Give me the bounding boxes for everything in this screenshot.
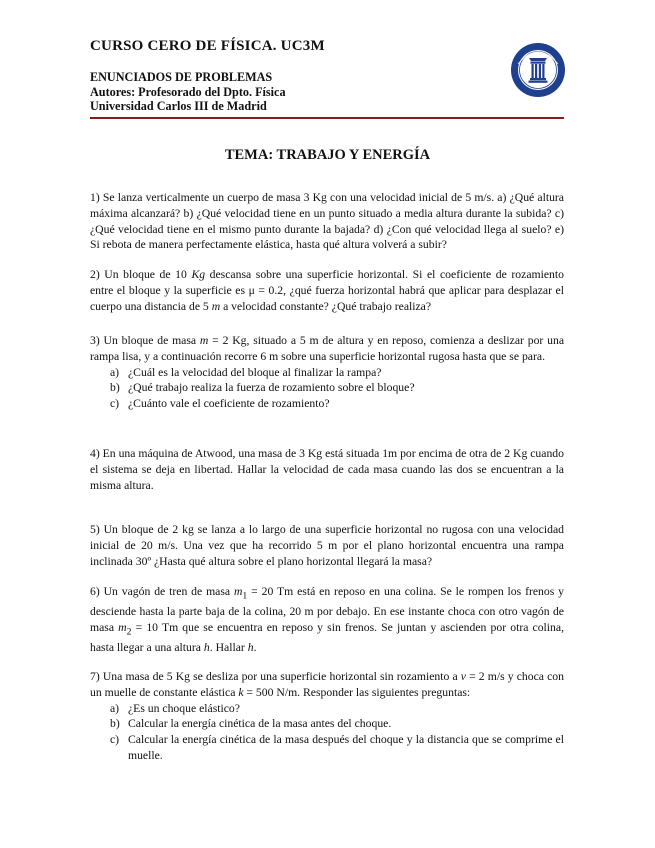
- problem-text: 6) Un vagón de tren de masa $m_1 = 20$ Tm está en reposo en una colina. Se le rompen los frenos y desciende hasta la parte baja de la colina, 20 m por debajo. En ese instante choca con otro vagón de masa $m_2 = 10$ Tm que se encuentra en reposo y sin frenos. Se juntan y ascienden por otra colina, hasta llegar a una altura h. Hallar h.: [90, 585, 565, 655]
- problem-5: [90, 522, 564, 569]
- sub-question: b) ¿Qué trabajo realiza la fuerza de rozamiento sobre el bloque?: [110, 381, 415, 395]
- sub-question: a) ¿Es un choque elástico?: [110, 701, 240, 715]
- university: Universidad Carlos III de Madrid: [90, 99, 267, 114]
- sub-question-list: [90, 365, 564, 412]
- problem-text: 3) Un bloque de masa m = 2 Kg, situado a 5 m de altura y en reposo, comienza a deslizar por una rampa lisa, y a continuación recorre 6 m sobre una superficie horizontal rugosa hasta que se para.: [90, 334, 565, 363]
- problem-4: [90, 446, 564, 493]
- subtitle: ENUNCIADOS DE PROBLEMAS: [90, 70, 273, 84]
- course-title: CURSO CERO DE FÍSICA. UC3M: [90, 38, 325, 54]
- topic-title: TEMA: TRABAJO Y ENERGÍA: [224, 147, 431, 163]
- sub-question: b) Calcular la energía cinética de la masa antes del choque.: [110, 717, 392, 731]
- authors: Autores: Profesorado del Dpto. Física: [90, 84, 286, 99]
- problem-text: 1) Se lanza verticalmente un cuerpo de masa 3 Kg con una velocidad inicial de 5 m/s. a) ¿Qué altura máxima alcanzará? b) ¿Qué velocidad tiene en un punto situado a media altura durante la subida? c) ¿Qué velocidad tiene en el mismo punto durante la bajada? d) ¿Con qué velocidad llega al suelo? e) Si rebota de manera perfectamente elástica, hasta qué altura volverá a subir?: [90, 191, 564, 252]
- problem-2: [90, 267, 564, 314]
- sub-question: a) ¿Cuál es la velocidad del bloque al finalizar la rampa?: [110, 365, 382, 379]
- problem-3: [90, 333, 564, 412]
- header-divider: [90, 117, 564, 119]
- problem-1: [90, 190, 564, 253]
- sub-question: c) ¿Cuánto vale el coeficiente de rozamiento?: [110, 397, 330, 411]
- problem-text: 4) En una máquina de Atwood, una masa de 3 Kg está situada 1m por encima de otra de 2 Kg cuando el sistema se deja en libertad. Hallar la velocidad de cada masa cuando las dos se encuentran a la misma altura.: [90, 447, 564, 492]
- problem-text: 5) Un bloque de 2 kg se lanza a lo largo de una superficie horizontal no rugosa con una velocidad inicial de 20 m/s. Una vez que ha recorrido 5 m por el plano horizontal encuentra una rampa inclinada 30º ¿Hasta qué altura sobre el plano horizontal llegará la masa?: [90, 523, 564, 568]
- problem-text: 2) Un bloque de 10 Kg descansa sobre una superficie horizontal. Si el coeficiente de rozamiento entre el bloque y la superficie es μ = 0.2, ¿qué fuerza horizontal habrá que aplicar para desplazar el cuerpo una distancia de 5 m a velocidad constante? ¿Qué trabajo realiza?: [90, 268, 564, 313]
- sub-question-list: [90, 701, 564, 764]
- sub-question: c) Calcular la energía cinética de la masa después del choque y la distancia que se comprime el muelle.: [110, 733, 564, 762]
- problem-6: [90, 584, 564, 656]
- problem-7: [90, 669, 564, 764]
- problem-text: 7) Una masa de 5 Kg se desliza por una superficie horizontal sin rozamiento a v = 2 m/s y choca con un muelle de constante elástica k = 500 N/m. Responder las siguientes preguntas:: [90, 670, 564, 699]
- uc3m-seal-icon: [510, 42, 566, 98]
- header-block: [90, 70, 286, 114]
